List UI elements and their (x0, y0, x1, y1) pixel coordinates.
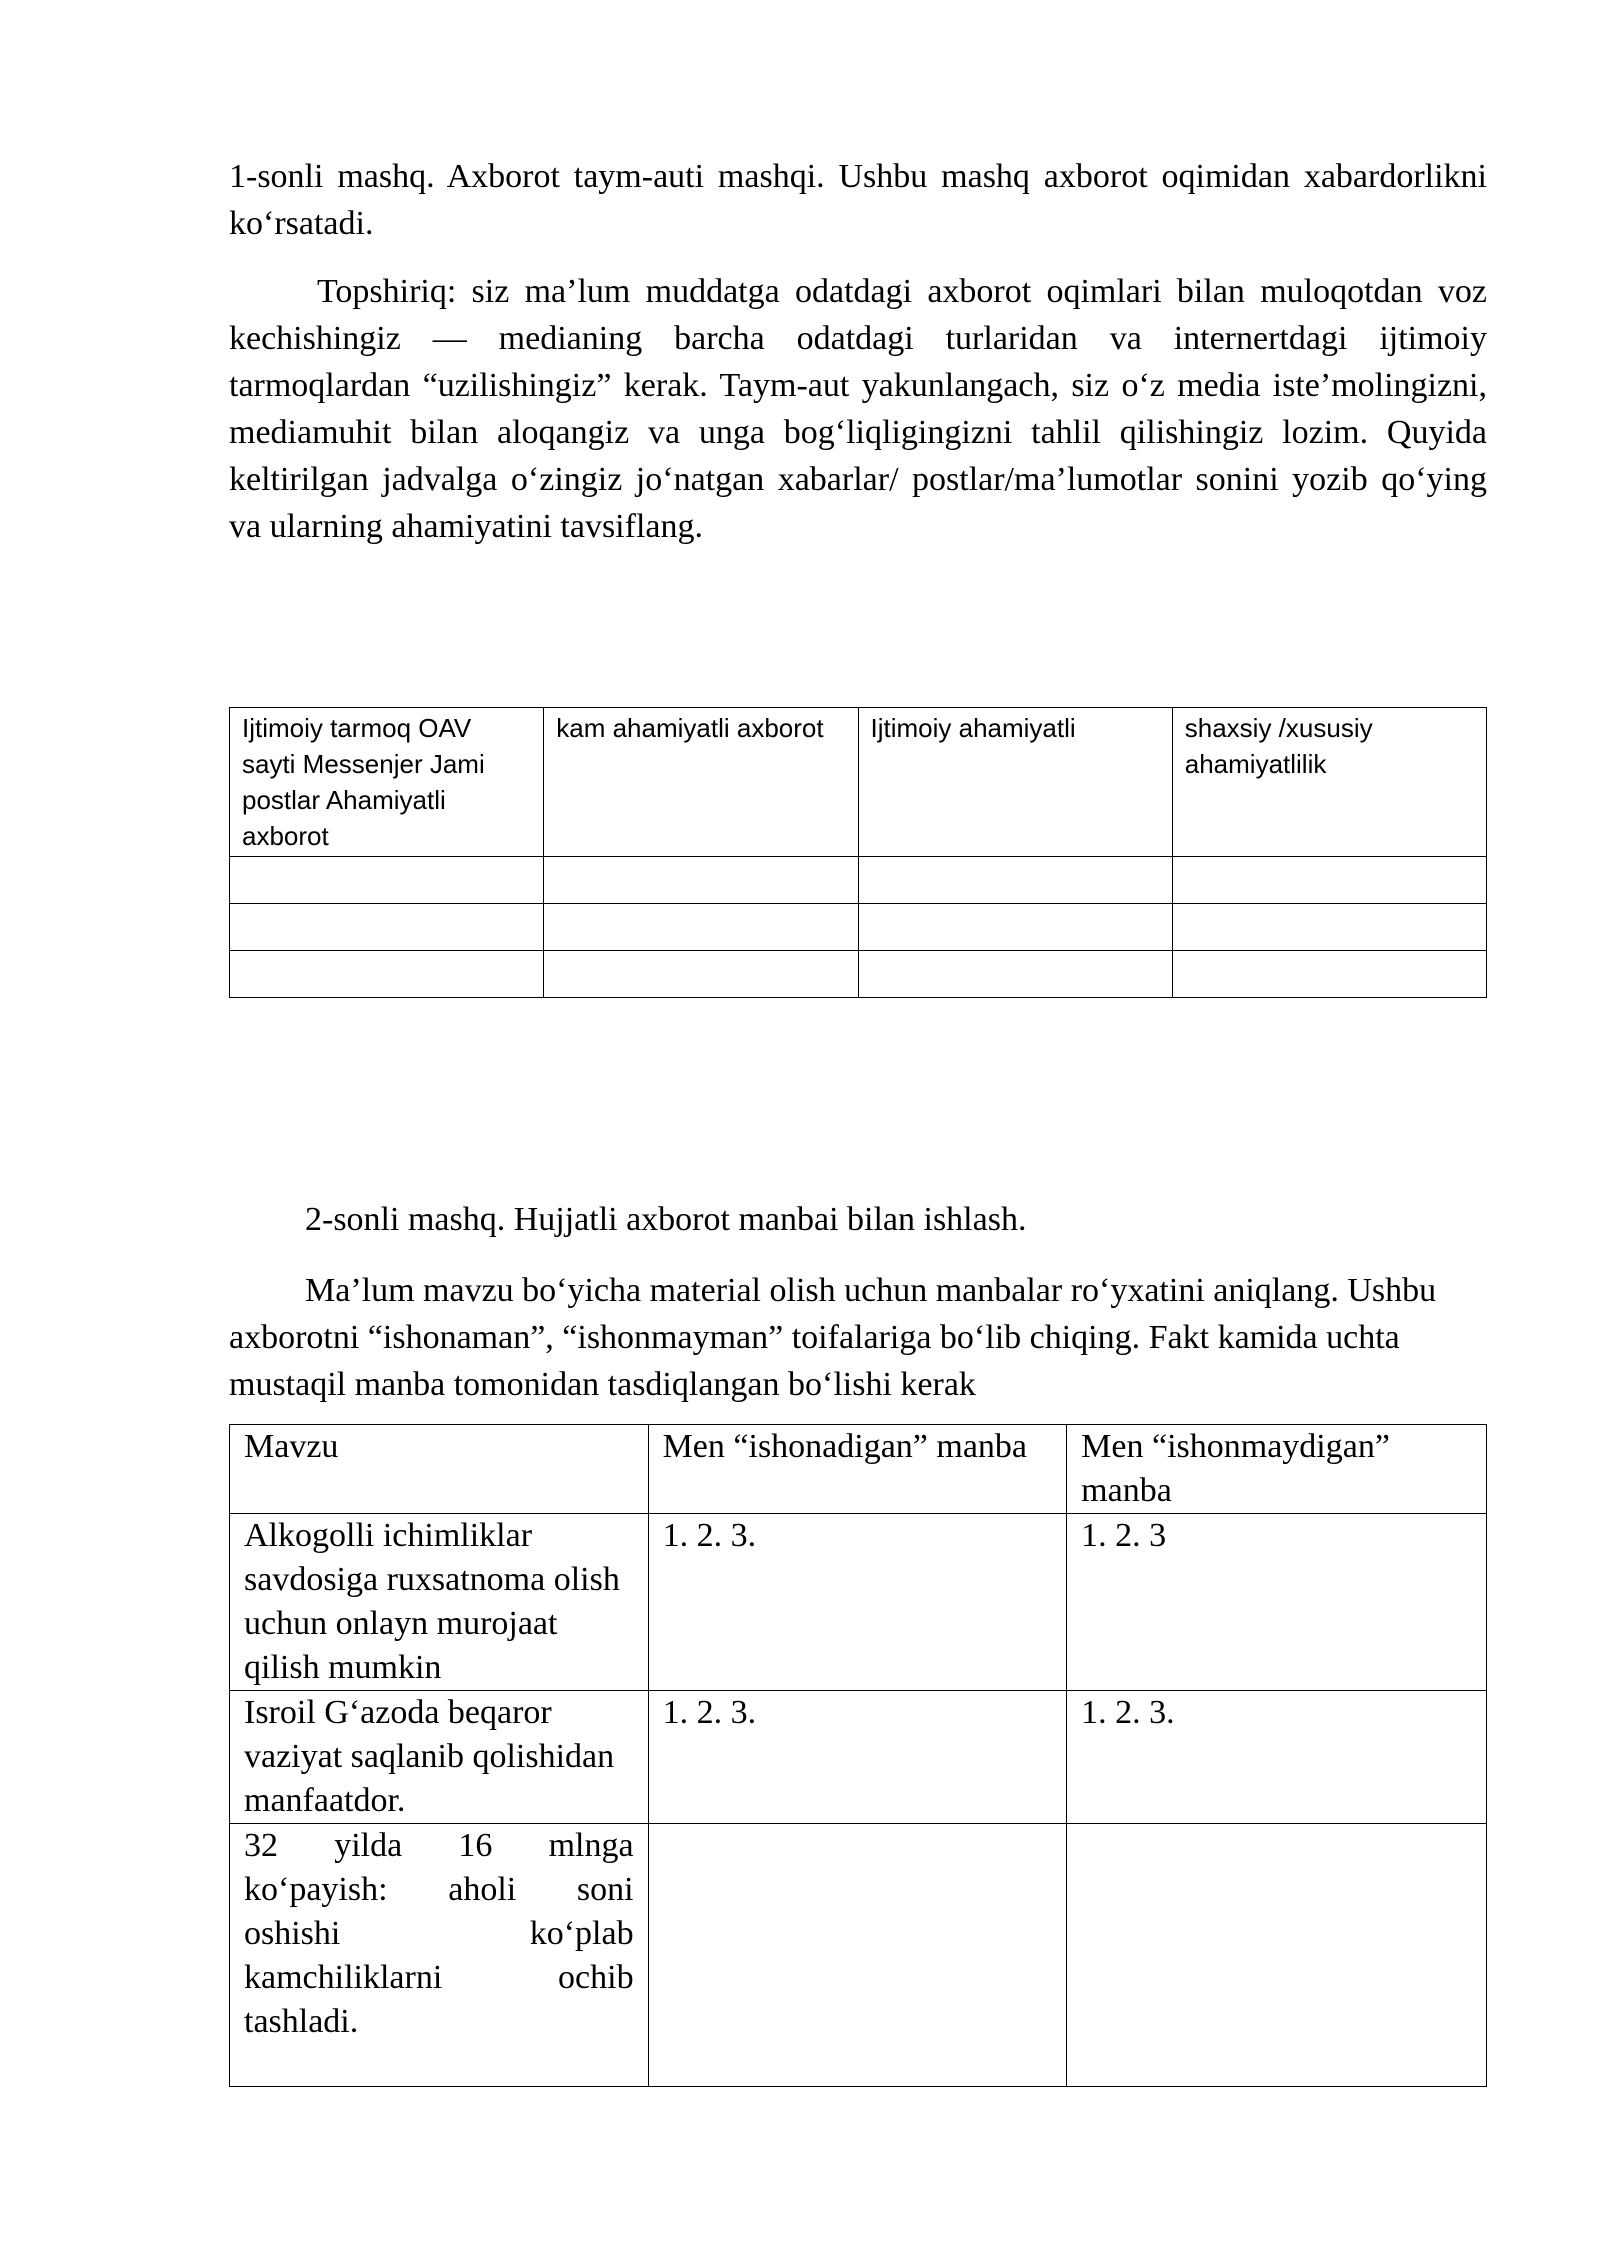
table-cell[interactable] (1172, 951, 1486, 998)
topic-cell: 32 yilda 16 mlnga ko‘payish: aholi soni oshishi ko‘plab kamchiliklarni ochib tashladi. (230, 1824, 649, 2087)
table-row (230, 1514, 1487, 1691)
table-cell[interactable] (1172, 904, 1486, 951)
exercise1-task-paragraph: Topshiriq: siz ma’lum muddatga odatdagi axborot oqimlari bilan muloqotdan voz kechishingiz — medianing barcha odatdagi turlaridan va internertdagi ijtimoiy tarmoqlardan “uzilishingiz” kerak. Taym-aut yakunlangach, siz o‘z media iste’molingizni, mediamuhit bilan aloqangiz va unga bog‘liqligingizni tahlil qilishingiz lozim. Quyida keltirilgan jadvalga o‘zingiz jo‘natgan xabarlar/ postlar/ma’lumotlar sonini yozib qo‘ying va ularning ahamiyatini tavsiflang. (229, 273, 1487, 545)
exercise1-table (229, 707, 1487, 998)
exercise2-task-paragraph: Ma’lum mavzu bo‘yicha material olish uchun manbalar ro‘yxatini aniqlang. Ushbu axborotni “ishonaman”, “ishonmayman” toifalariga bo‘lib chiqing. Fakt kamida uchta mustaqil manba tomonidan tasdiqlangan bo‘lishi kerak (229, 1272, 1437, 1403)
trusted-source-cell[interactable] (648, 1824, 1067, 2087)
untrusted-source-cell[interactable]: 1. 2. 3 (1067, 1514, 1487, 1691)
trusted-source-cell[interactable]: 1. 2. 3. (648, 1514, 1067, 1691)
topic-cell: Alkogolli ichimliklar savdosiga ruxsatnoma olish uchun onlayn murojaat qilish mumkin (230, 1514, 649, 1691)
exercise2-table (229, 1424, 1487, 2087)
table-row (230, 857, 1487, 904)
table-cell[interactable] (1172, 857, 1486, 904)
table-cell[interactable] (230, 857, 544, 904)
table-cell[interactable] (544, 904, 858, 951)
table-header-row (230, 708, 1487, 857)
table-row (230, 904, 1487, 951)
trusted-source-cell[interactable]: 1. 2. 3. (648, 1691, 1067, 1824)
untrusted-source-cell[interactable]: 1. 2. 3. (1067, 1691, 1487, 1824)
table-cell[interactable] (230, 951, 544, 998)
table-header-cell: shaxsiy /xususiy ahamiyatlilik (1172, 708, 1486, 857)
table-header-cell: Ijtimoiy ahamiyatli (858, 708, 1172, 857)
table-header-cell: Men “ishonmaydigan” manba (1067, 1425, 1487, 1514)
table-header-cell: Men “ishonadigan” manba (648, 1425, 1067, 1514)
topic-cell: Isroil G‘azoda beqaror vaziyat saqlanib qolishidan manfaatdor. (230, 1691, 649, 1824)
table-row (230, 951, 1487, 998)
table-cell[interactable] (858, 904, 1172, 951)
untrusted-source-cell[interactable] (1067, 1824, 1487, 2087)
table-cell[interactable] (858, 857, 1172, 904)
table-header-row (230, 1425, 1487, 1514)
table-header-cell: Mavzu (230, 1425, 649, 1514)
exercise2-title-paragraph: 2-sonli mashq. Hujjatli axborot manbai bilan ishlash. (305, 1201, 1027, 1238)
table-cell[interactable] (544, 951, 858, 998)
table-header-cell: Ijtimoiy tarmoq OAV sayti Messenjer Jami postlar Ahamiyatli axborot (230, 708, 544, 857)
table-row (230, 1691, 1487, 1824)
table-header-cell: kam ahamiyatli axborot (544, 708, 858, 857)
table-cell[interactable] (230, 904, 544, 951)
table-row (230, 1824, 1487, 2087)
table-cell[interactable] (544, 857, 858, 904)
table-cell[interactable] (858, 951, 1172, 998)
exercise1-title-paragraph: 1-sonli mashq. Axborot taym-auti mashqi. Ushbu mashq axborot oqimidan xabardorlikni ko‘rsatadi. (229, 158, 1487, 242)
